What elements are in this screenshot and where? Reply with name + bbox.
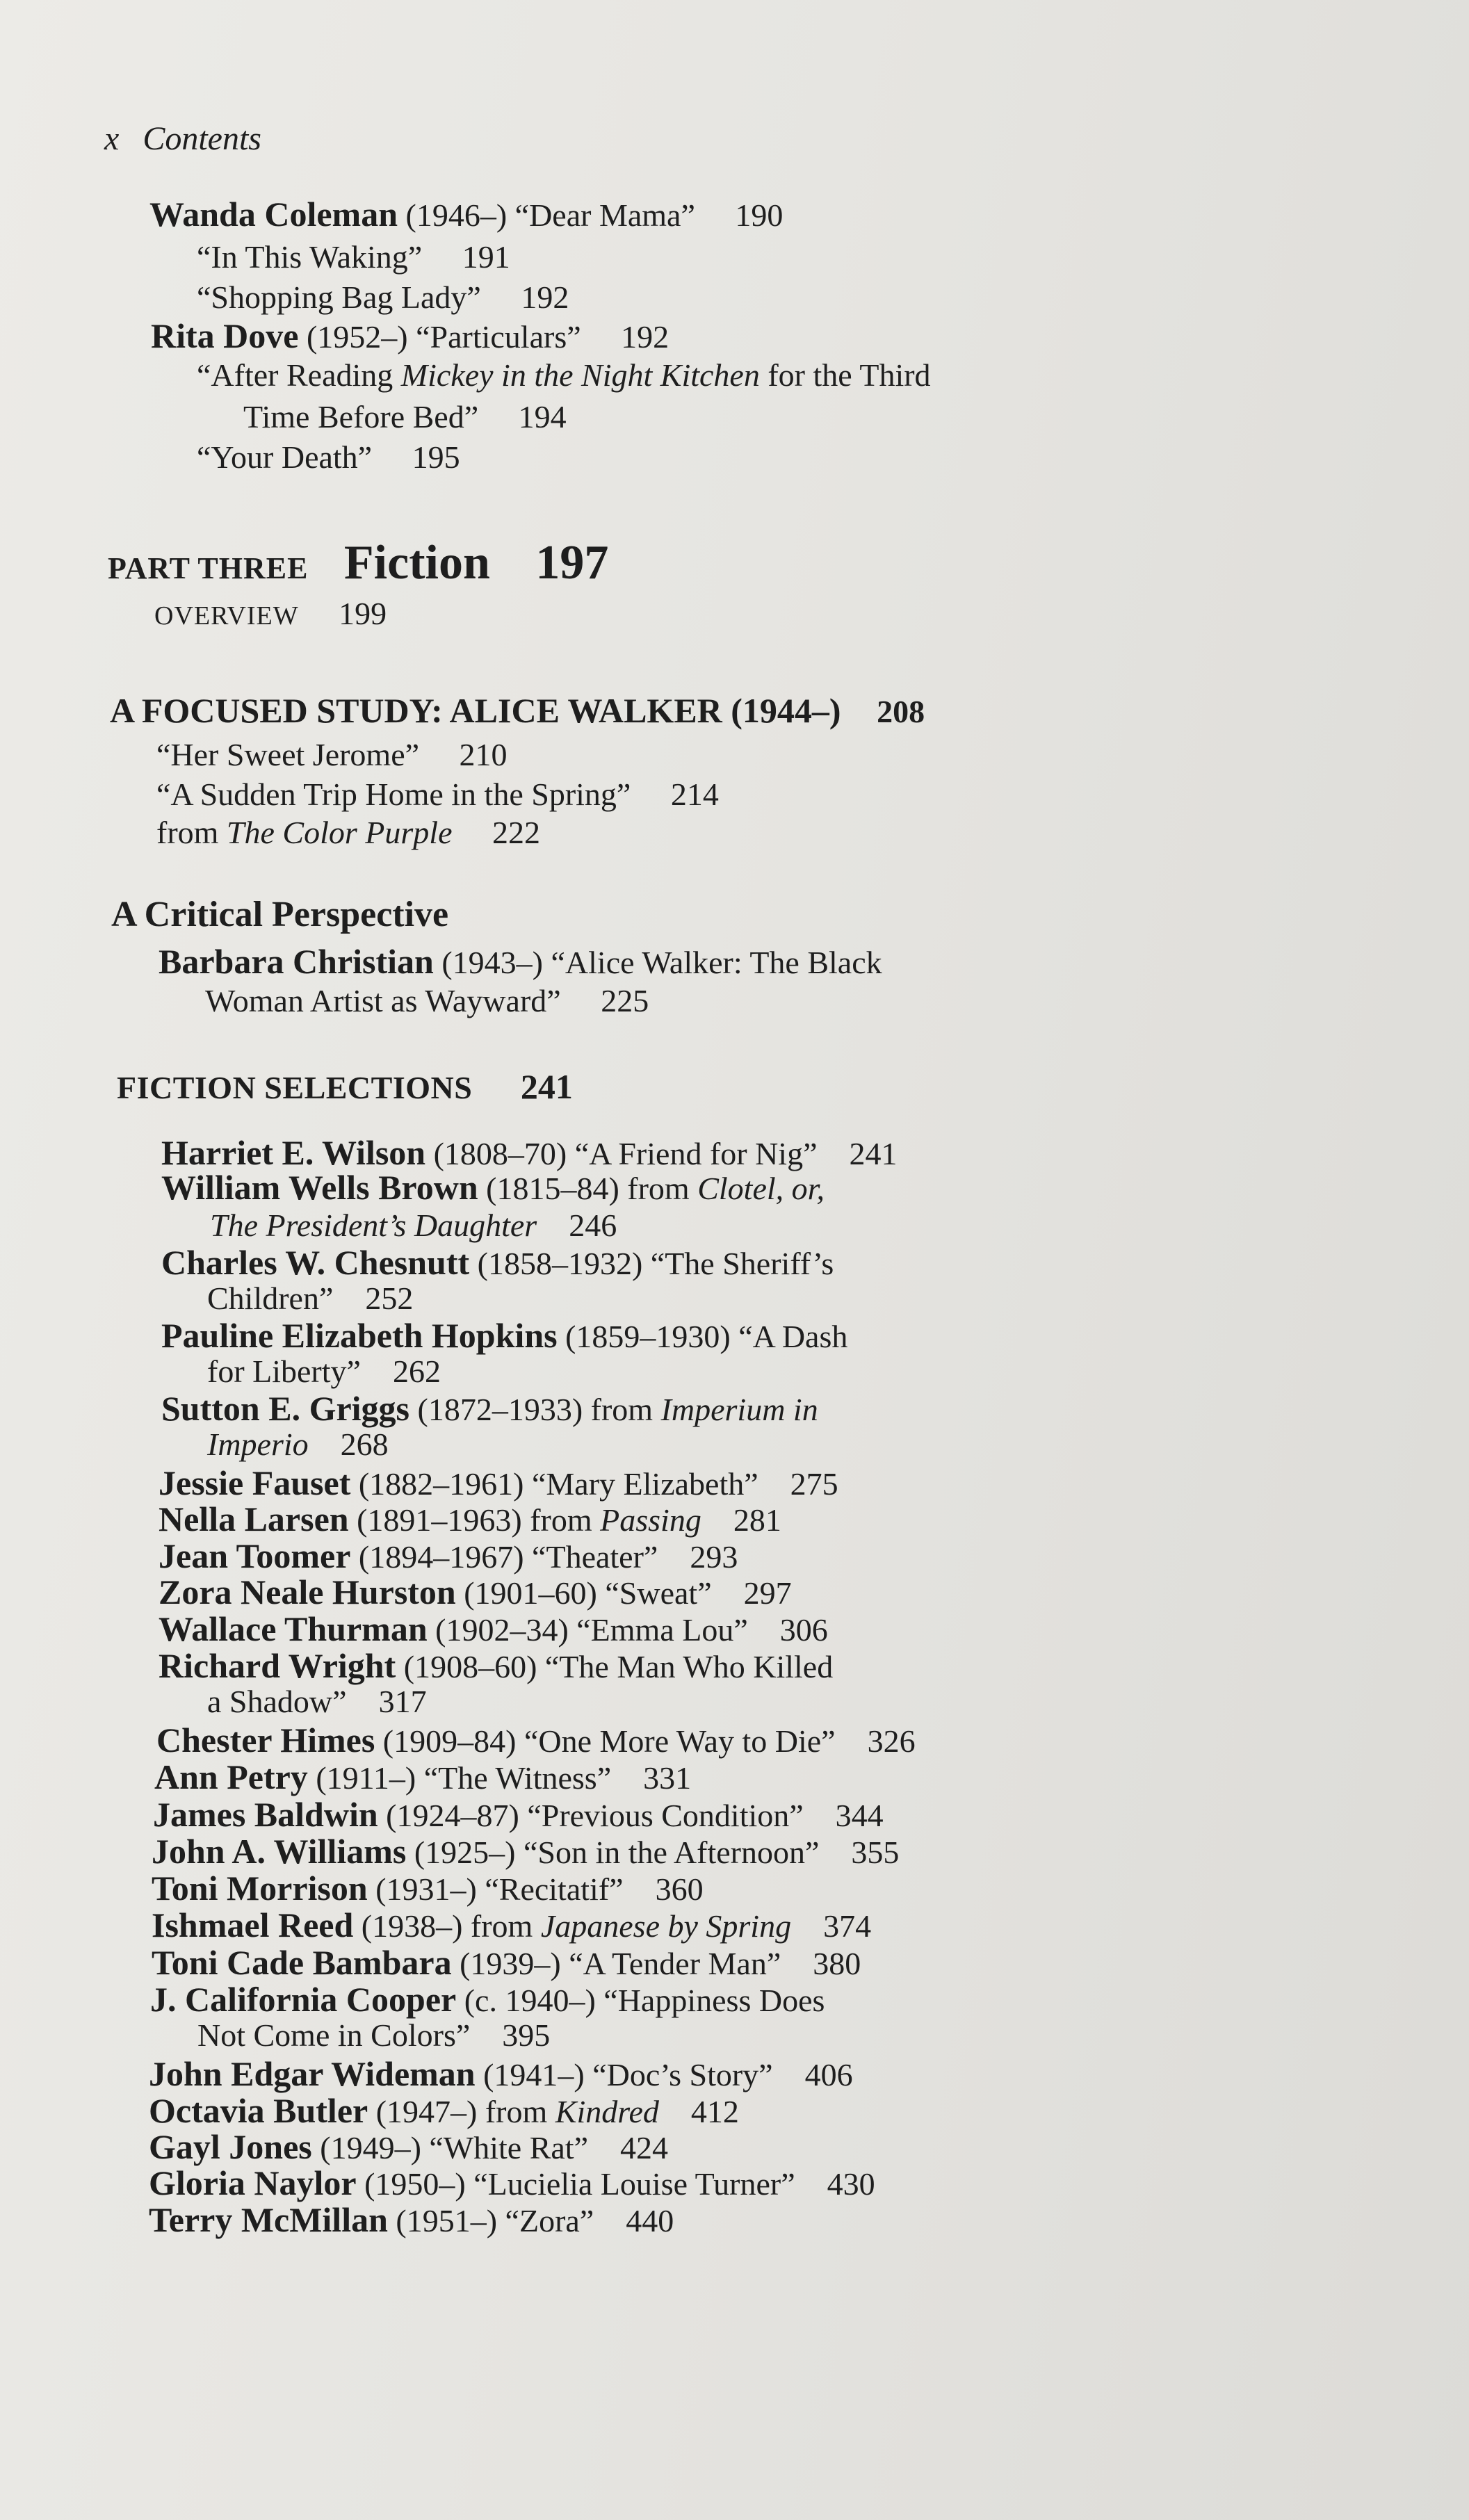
work-title: “The Sheriff’s [650, 1246, 834, 1281]
page-number: 214 [670, 777, 719, 812]
toc-entry [159, 1572, 792, 1613]
work-title: “Sweat” [605, 1575, 712, 1611]
work-prefix: from [470, 1908, 541, 1944]
work-title: “Doc’s Story” [592, 2057, 773, 2092]
author-dates: (1938–) [361, 1908, 463, 1944]
page-number: 306 [779, 1612, 828, 1648]
author-dates: (1924–87) [386, 1798, 519, 1833]
author-name: Barbara Christian [159, 942, 434, 981]
work-title: “Zora” [505, 2203, 594, 2238]
toc-entry [153, 1795, 884, 1835]
page-number: 192 [621, 319, 669, 355]
section-heading [110, 691, 925, 731]
page-number: 208 [877, 694, 925, 729]
author-name: Nella Larsen [159, 1499, 349, 1538]
page-number: 440 [626, 2203, 674, 2238]
work-title-italic: The President’s Daughter [210, 1208, 537, 1243]
page-number: 374 [823, 1908, 872, 1944]
page-number: 222 [492, 815, 540, 850]
work-title-italic: Imperio [207, 1426, 309, 1462]
work-title: “Dear Mama” [514, 197, 695, 233]
work-title: “Your Death” [197, 439, 373, 475]
author-dates: (c. 1940–) [464, 1983, 596, 2018]
page-number: 395 [502, 2017, 551, 2053]
section-heading [117, 1067, 573, 1107]
author-name: Wanda Coleman [149, 195, 398, 234]
author-dates: (1949–) [320, 2130, 421, 2165]
page-number: 380 [813, 1946, 861, 1981]
author-name: John A. Williams [152, 1832, 407, 1871]
author-name: Pauline Elizabeth Hopkins [161, 1316, 558, 1355]
work-title: Time Before Bed” [243, 399, 479, 434]
toc-entry-continued [210, 1206, 617, 1245]
work-title: “Lucielia Louise Turner” [473, 2166, 795, 2202]
author-name: Zora Neale Hurston [159, 1572, 456, 1611]
author-dates: (1882–1961) [358, 1466, 524, 1502]
author-dates: (1939–) [460, 1946, 561, 1981]
author-dates: (1901–60) [464, 1575, 597, 1611]
page-number: 191 [462, 239, 510, 275]
author-name: J. California Cooper [150, 1980, 457, 2019]
author-dates: (1872–1933) [417, 1392, 583, 1427]
toc-entry [197, 356, 931, 395]
page-number: 246 [569, 1208, 617, 1243]
toc-entry [149, 195, 783, 235]
page-number: 194 [518, 399, 567, 434]
toc-entry [152, 1869, 704, 1909]
author-name: Octavia Butler [149, 2091, 368, 2130]
toc-entry [156, 775, 719, 814]
author-dates: (1947–) [375, 2094, 478, 2129]
author-name: Toni Morrison [152, 1869, 368, 1908]
work-title: “A Tender Man” [569, 1946, 781, 1981]
overview-label: OVERVIEW [154, 601, 299, 631]
author-dates: (1911–) [316, 1760, 416, 1796]
toc-entry-continued [207, 1279, 413, 1318]
page-number: 344 [835, 1798, 884, 1833]
author-dates: (1908–60) [403, 1649, 537, 1684]
toc-entry [197, 238, 510, 277]
page-number: 210 [459, 737, 508, 772]
page-number: 195 [412, 439, 460, 475]
author-name: Wallace Thurman [159, 1609, 428, 1648]
author-dates: (1952–) [306, 319, 408, 355]
running-head [104, 120, 261, 158]
toc-entry-continued [207, 1682, 427, 1721]
toc-entry [159, 1646, 833, 1686]
work-title: “White Rat” [429, 2130, 588, 2165]
toc-entry [149, 2163, 875, 2204]
author-name: Richard Wright [159, 1646, 396, 1685]
work-title: “Theater” [532, 1539, 658, 1575]
toc-entry [154, 1757, 691, 1798]
author-name: John Edgar Wideman [149, 2054, 476, 2093]
author-dates: (1950–) [364, 2166, 466, 2202]
author-name: Gayl Jones [149, 2127, 312, 2166]
work-title: for the Third [759, 357, 931, 393]
page-number: 326 [867, 1723, 916, 1759]
author-dates: (1941–) [483, 2057, 585, 2092]
work-prefix: from [485, 2094, 555, 2129]
work-title: “After Reading [197, 357, 401, 393]
section-title: A FOCUSED STUDY: ALICE WALKER (1944–) [110, 691, 841, 730]
toc-entry [149, 2054, 853, 2095]
work-title: “A Dash [738, 1319, 848, 1354]
toc-entry-continued [207, 1425, 389, 1464]
author-name: Harriet E. Wilson [161, 1133, 426, 1172]
author-dates: (1943–) [441, 945, 543, 980]
author-name: Terry McMillan [149, 2200, 388, 2239]
work-title: “Shopping Bag Lady” [197, 279, 481, 315]
work-title: Children” [207, 1281, 334, 1316]
part-label: PART THREE [108, 551, 309, 585]
work-title: “Happiness Does [603, 1983, 825, 2018]
author-name: Jean Toomer [159, 1536, 351, 1575]
toc-entry [156, 735, 508, 774]
work-prefix: from [530, 1502, 601, 1538]
page-number: 275 [790, 1466, 838, 1502]
author-dates: (1858–1932) [477, 1246, 643, 1281]
toc-entry [149, 2127, 668, 2168]
page-number: 293 [690, 1539, 738, 1575]
page-number: 268 [340, 1426, 389, 1462]
work-title: “A Friend for Nig” [574, 1136, 818, 1171]
work-title: “Alice Walker: The Black [551, 945, 882, 980]
author-name: Ann Petry [154, 1757, 308, 1796]
work-title-italic: Clotel, or, [697, 1171, 825, 1206]
work-title-italic: Passing [600, 1502, 701, 1538]
work-title-italic: Mickey in the Night Kitchen [400, 357, 760, 393]
author-name: Ishmael Reed [152, 1905, 354, 1944]
author-dates: (1894–1967) [358, 1539, 524, 1575]
toc-entry [152, 1905, 871, 1946]
toc-entry [159, 1499, 781, 1540]
author-name: Sutton E. Griggs [161, 1389, 410, 1428]
running-title: Contents [143, 120, 261, 157]
work-title: “One More Way to Die” [524, 1723, 836, 1759]
work-title-italic: The Color Purple [226, 815, 453, 850]
work-title: “Son in the Afternoon” [523, 1835, 820, 1870]
work-title: “In This Waking” [197, 239, 423, 275]
work-title: “Recitatif” [485, 1871, 624, 1907]
work-title: for Liberty” [207, 1354, 361, 1389]
author-dates: (1815–84) [486, 1171, 619, 1206]
page-numeral: x [104, 120, 120, 157]
page-number: 190 [735, 197, 784, 233]
work-title: “Her Sweet Jerome” [156, 737, 420, 772]
author-name: Charles W. Chesnutt [161, 1243, 470, 1282]
author-name: Toni Cade Bambara [152, 1943, 452, 1982]
page-number: 317 [378, 1684, 427, 1719]
work-title-italic: Imperium in [660, 1392, 818, 1427]
page-number: 241 [849, 1136, 898, 1171]
page-number: 331 [643, 1760, 692, 1796]
author-dates: (1859–1930) [565, 1319, 731, 1354]
work-prefix: from [627, 1171, 698, 1206]
toc-entry-continued [207, 1352, 441, 1391]
page-number: 192 [521, 279, 569, 315]
toc-entry [152, 1832, 899, 1872]
author-dates: (1951–) [396, 2203, 498, 2238]
toc-entry [152, 1943, 861, 1983]
overview-entry [154, 594, 387, 635]
toc-entry [243, 398, 567, 437]
page-number: 281 [733, 1502, 781, 1538]
work-title: “Particulars” [416, 319, 581, 355]
toc-entry [156, 813, 540, 852]
section-title: A Critical Perspective [111, 895, 449, 934]
page-number: 197 [535, 536, 609, 590]
toc-entry [159, 1536, 738, 1577]
toc-entry [161, 1243, 834, 1283]
work-title: “Mary Elizabeth” [531, 1466, 758, 1502]
work-title: “Emma Lou” [576, 1612, 748, 1648]
work-title: “The Witness” [423, 1760, 612, 1796]
author-name: Jessie Fauset [159, 1463, 351, 1502]
toc-entry [161, 1389, 818, 1429]
author-dates: (1891–1963) [357, 1502, 522, 1538]
work-title: Not Come in Colors” [197, 2017, 471, 2053]
work-title: Woman Artist as Wayward” [205, 983, 561, 1018]
toc-entry [161, 1316, 847, 1356]
page-number: 412 [690, 2094, 739, 2129]
author-dates: (1946–) [405, 197, 508, 233]
work-title-italic: Kindred [555, 2094, 659, 2129]
work-title: “Previous Condition” [527, 1798, 804, 1833]
page-number: 241 [520, 1067, 573, 1106]
section-heading [111, 895, 448, 935]
toc-entry [159, 1463, 838, 1504]
work-title: “The Man Who Killed [544, 1649, 834, 1684]
work-prefix: from [156, 815, 227, 850]
page-number: 355 [851, 1835, 900, 1870]
toc-entry [150, 1980, 825, 2020]
author-dates: (1808–70) [433, 1136, 567, 1171]
page-number: 406 [804, 2057, 853, 2092]
toc-entry [156, 1721, 916, 1761]
page-number: 225 [601, 983, 649, 1018]
part-heading [108, 535, 608, 596]
section-title: FICTION SELECTIONS [117, 1070, 473, 1105]
work-title: “A Sudden Trip Home in the Spring” [156, 777, 631, 812]
author-dates: (1909–84) [382, 1723, 517, 1759]
author-name: Gloria Naylor [149, 2163, 357, 2202]
author-dates: (1902–34) [435, 1612, 569, 1648]
work-title: a Shadow” [207, 1684, 347, 1719]
author-name: James Baldwin [153, 1795, 378, 1834]
author-dates: (1925–) [414, 1835, 516, 1870]
toc-entry [149, 2091, 739, 2131]
part-title: Fiction [343, 536, 490, 590]
toc-entry [197, 278, 569, 317]
page-number: 430 [827, 2166, 875, 2202]
page-number: 360 [655, 1871, 704, 1907]
author-name: Chester Himes [156, 1721, 375, 1759]
toc-entry-continued [205, 982, 649, 1021]
author-name: Rita Dove [151, 316, 299, 355]
toc-entry [159, 942, 882, 982]
toc-entry [197, 438, 460, 477]
toc-entry [161, 1168, 825, 1208]
page-number: 297 [743, 1575, 792, 1611]
toc-entry-continued [197, 2016, 550, 2055]
toc-entry [151, 316, 669, 357]
page-number: 199 [339, 596, 387, 631]
page-number: 252 [365, 1281, 414, 1316]
work-title-italic: Japanese by Spring [540, 1908, 792, 1944]
work-prefix: from [590, 1392, 661, 1427]
toc-entry [159, 1609, 828, 1650]
page-number: 424 [620, 2130, 668, 2165]
toc-entry [149, 2200, 674, 2241]
author-name: William Wells Brown [161, 1168, 478, 1207]
author-dates: (1931–) [375, 1871, 477, 1907]
page-number: 262 [392, 1354, 441, 1389]
